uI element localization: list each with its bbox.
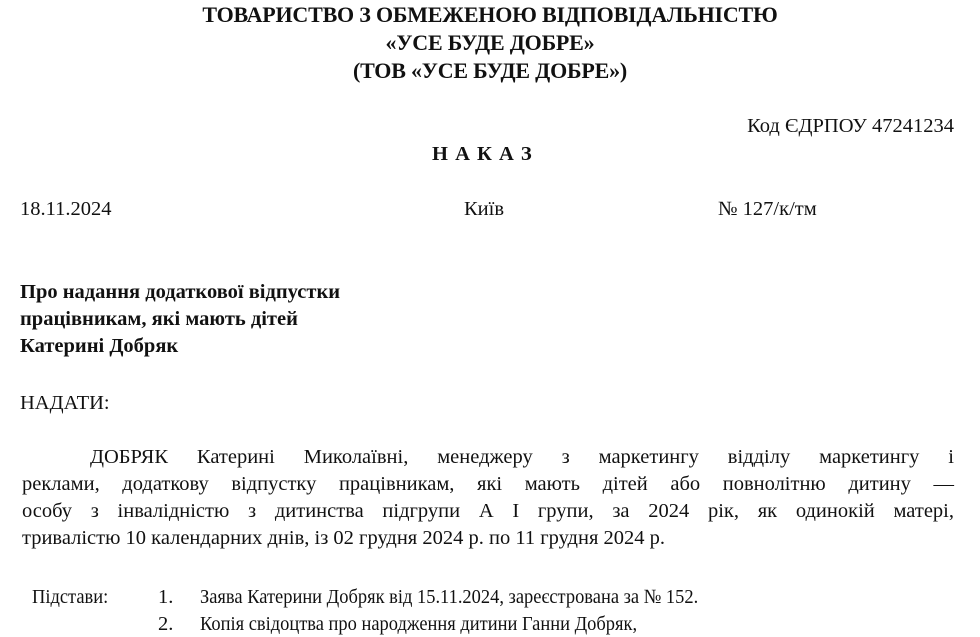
grounds-item-1-text: Заява Катерини Добряк від 15.11.2024, зареєстрована за № 152. — [200, 586, 699, 608]
company-full-name: ТОВАРИСТВО З ОБМЕЖЕНОЮ ВІДПОВІДАЛЬНІСТЮ — [202, 2, 778, 27]
grounds-item-2-number: 2. — [158, 613, 174, 635]
order-body — [22, 444, 954, 552]
subject-line-1: Про надання додаткової відпустки — [20, 281, 341, 303]
edrpou-code: Код ЄДРПОУ 47241234 — [747, 115, 954, 137]
directive-label: НАДАТИ: — [20, 392, 110, 414]
order-city: Київ — [464, 198, 505, 220]
body-line-1: ДОБРЯК Катерині Миколаївні, менеджеру з маркетингу відділу маркетингу і — [90, 446, 954, 468]
grounds-item-1-number: 1. — [158, 586, 174, 608]
grounds-item-2-text: Копія свідоцтва про народження дитини Ганни Добряк, — [200, 613, 638, 635]
body-line-4: тривалістю 10 календарних днів, із 02 грудня 2024 р. по 11 грудня 2024 р. — [22, 527, 665, 549]
subject-line-3: Катерині Добряк — [20, 335, 179, 357]
body-line-3: особу з інвалідністю з дитинства підгрупи А І групи, за 2024 рік, як одинокій матері, — [22, 500, 954, 522]
grounds-label: Підстави: — [32, 586, 109, 608]
body-line-2: реклами, додаткову відпустку працівникам, які мають дітей або повнолітню дитину — — [22, 473, 954, 495]
company-name: «УСЕ БУДЕ ДОБРЕ» — [385, 30, 595, 55]
company-short-name: (ТОВ «УСЕ БУДЕ ДОБРЕ») — [352, 58, 628, 83]
order-title: Н А К А З — [432, 143, 533, 165]
subject-line-2: працівникам, які мають дітей — [20, 308, 298, 330]
order-number: № 127/к/тм — [718, 198, 817, 220]
order-date: 18.11.2024 — [20, 198, 112, 220]
